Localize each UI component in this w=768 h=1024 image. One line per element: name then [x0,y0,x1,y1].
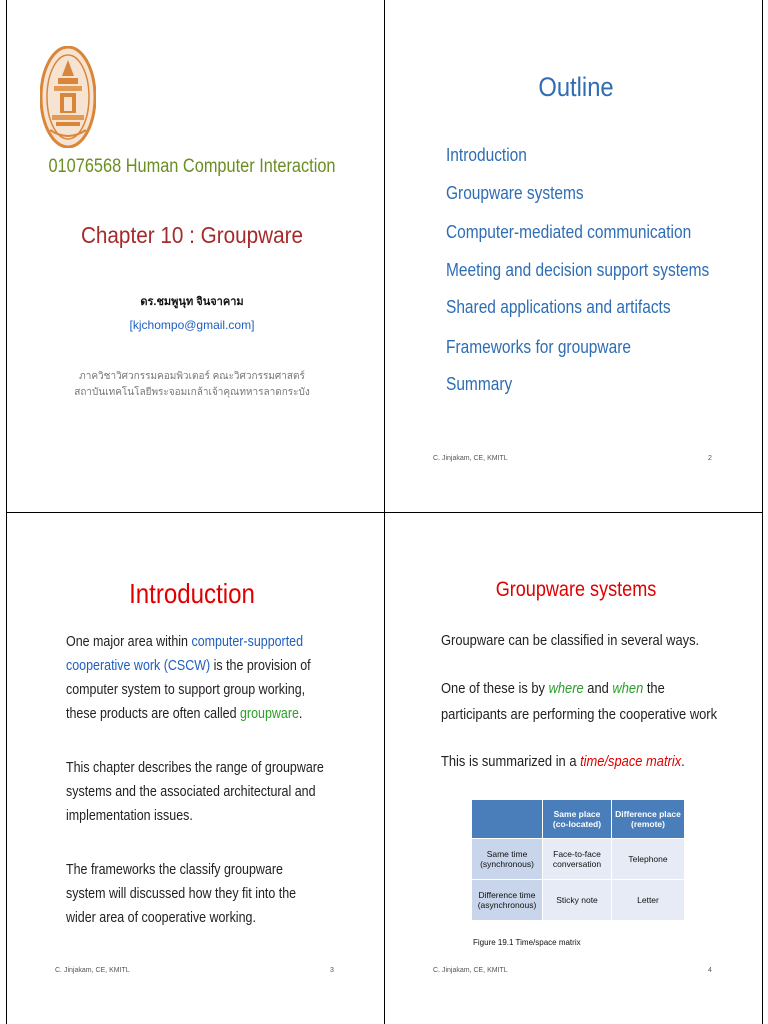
header-text: (remote) [630,819,665,829]
page-number: 2 [708,455,712,462]
intro-paragraph-3: The frameworks the classify groupware system will discussed how they fit into the wider area of cooperative working. [66,862,297,926]
outline-item: Groupware systems [446,183,584,203]
groupware-title: Groupware systems [495,578,657,601]
text-run: One major area within [66,634,192,650]
text-run: the participants are performing the cooperative work [441,680,718,723]
where-term: where [548,680,584,697]
table-cell: Sticky note [543,880,612,921]
header-text: (co-located) [552,819,602,829]
cell-text: Face-to-face [553,849,601,859]
author-name: ดร.ชมพูนุท จินจาคาม [140,296,244,308]
gw-paragraph-3 [441,749,733,775]
header-text: Same time [486,849,528,859]
text-run: This is summarized in a [441,753,581,770]
introduction-title: Introduction [129,578,255,609]
row-header-difference-time [472,880,543,921]
slide-footer: C. Jinjakam, CE, KMITL [433,967,508,974]
course-title: 01076568 Human Computer Interaction [48,156,336,177]
gw-paragraph-2 [441,676,733,728]
time-space-matrix-table [471,799,685,921]
outline-item: Computer-mediated communication [446,222,692,242]
header-text: (asynchronous) [477,900,537,910]
outline-item: Summary [446,374,513,394]
col-header-difference-place [612,800,685,839]
figure-caption: Figure 19.1 Time/space matrix [473,938,581,947]
chapter-title: Chapter 10 : Groupware [80,222,304,248]
cell-text: conversation [552,859,602,869]
outline-title: Outline [538,72,614,102]
outline-item: Shared applications and artifacts [446,297,671,317]
department-line-2: สถาบันเทคโนโลยีพระจอมเกล้าเจ้าคุณทหารลาดกระบัง [74,387,310,398]
table-corner [472,800,543,839]
col-header-same-place [543,800,612,839]
text-run: . [298,706,303,722]
outline-item: Frameworks for groupware [446,337,631,357]
slide-footer: C. Jinjakam, CE, KMITL [433,455,508,462]
outline-item: Meeting and decision support systems [446,260,710,280]
slide-footer: C. Jinjakam, CE, KMITL [55,967,130,974]
outline-item: Introduction [446,145,527,165]
author-email: [kjchompo@gmail.com] [129,318,255,332]
time-space-matrix-term: time/space matrix [580,753,682,770]
department-line-1: ภาควิชาวิศวกรรมคอมพิวเตอร์ คณะวิศวกรรมศาสตร์ [79,371,305,382]
text-run: and [583,680,613,697]
text-run: One of these is by [441,680,549,697]
intro-paragraph-2: This chapter describes the range of groupware systems and the associated architectural and implementation issues. [66,760,324,824]
header-text: (synchronous) [480,859,534,869]
cscw-term: computer-supported cooperative work (CSCW) [66,634,304,674]
table-cell: Telephone [612,839,685,880]
table-cell: Letter [612,880,685,921]
page-number: 3 [330,967,334,974]
frame-middle [6,512,763,513]
header-text: Difference place [615,809,681,819]
when-term: when [612,680,644,697]
header-text: Same place [553,809,601,819]
university-seal-logo [40,46,96,148]
intro-paragraph-1 [66,630,324,726]
table-cell [543,839,612,880]
text-run: is the provision of computer system to support group working, these products are often called [66,658,311,722]
page-number: 4 [708,967,712,974]
row-header-same-time [472,839,543,880]
header-text: Difference time [478,890,536,900]
groupware-term: groupware [240,706,299,722]
text-run: . [681,753,685,770]
gw-paragraph-1: Groupware can be classified in several ways. [441,632,700,649]
